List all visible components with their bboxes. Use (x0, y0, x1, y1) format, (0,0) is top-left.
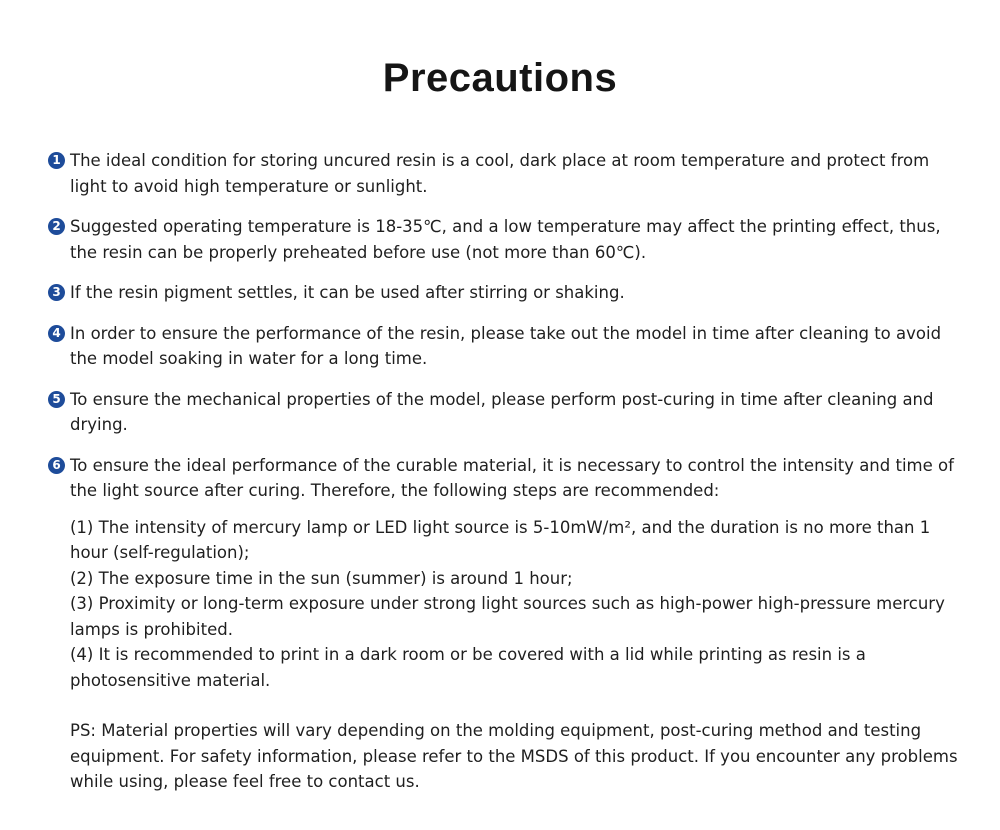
precaution-text-6: To ensure the ideal performance of the curable material, it is necessary to control the intensity and time of the light source after curing. Therefore, the following steps are recommended: (70, 455, 954, 500)
precaution-item-5 (48, 387, 968, 438)
precaution-text-4: In order to ensure the performance of the resin, please take out the model in time after cleaning to avoid the model soaking in water for a long time. (70, 323, 942, 368)
number-badge-6: 6 (48, 457, 65, 474)
number-badge-1: 1 (48, 152, 65, 169)
step-item-1: (1) The intensity of mercury lamp or LED light source is 5-10mW/m², and the duration is no more than 1 hour (self-regulation); (70, 517, 931, 562)
precaution-item-4 (48, 321, 968, 372)
precaution-item-6 (48, 453, 968, 795)
precautions-list (48, 148, 968, 810)
number-badge-4: 4 (48, 325, 65, 342)
step-item-3: (3) Proximity or long-term exposure under strong light sources such as high-power high-pressure mercury lamps is prohibited. (70, 594, 945, 639)
precaution-text-2: Suggested operating temperature is 18-35℃, and a low temperature may affect the printing effect, thus, the resin can be properly preheated before use (not more than 60℃). (70, 217, 941, 262)
number-badge-2: 2 (48, 218, 65, 235)
number-badge-5: 5 (48, 391, 65, 408)
step-item-2: (2) The exposure time in the sun (summer) is around 1 hour; (70, 568, 573, 588)
precaution-text-5: To ensure the mechanical properties of the model, please perform post-curing in time after cleaning and drying. (70, 389, 934, 434)
ps-note: PS: Material properties will vary depending on the molding equipment, post-curing method and testing equipment. For safety information, please refer to the MSDS of this product. If you encounter any problems while using, please feel free to contact us. (70, 721, 958, 791)
precaution-text-3: If the resin pigment settles, it can be used after stirring or shaking. (70, 283, 625, 302)
recommended-steps (70, 515, 968, 694)
number-badge-3: 3 (48, 284, 65, 301)
precaution-item-3 (48, 280, 968, 306)
precaution-text-1: The ideal condition for storing uncured resin is a cool, dark place at room temperature and protect from light to avoid high temperature or sunlight. (70, 151, 930, 196)
page-title: Precautions (382, 56, 618, 100)
precaution-item-1 (48, 148, 968, 199)
step-item-4: (4) It is recommended to print in a dark room or be covered with a lid while printing as resin is a photosensitive material. (70, 645, 866, 690)
precaution-item-2 (48, 214, 968, 265)
